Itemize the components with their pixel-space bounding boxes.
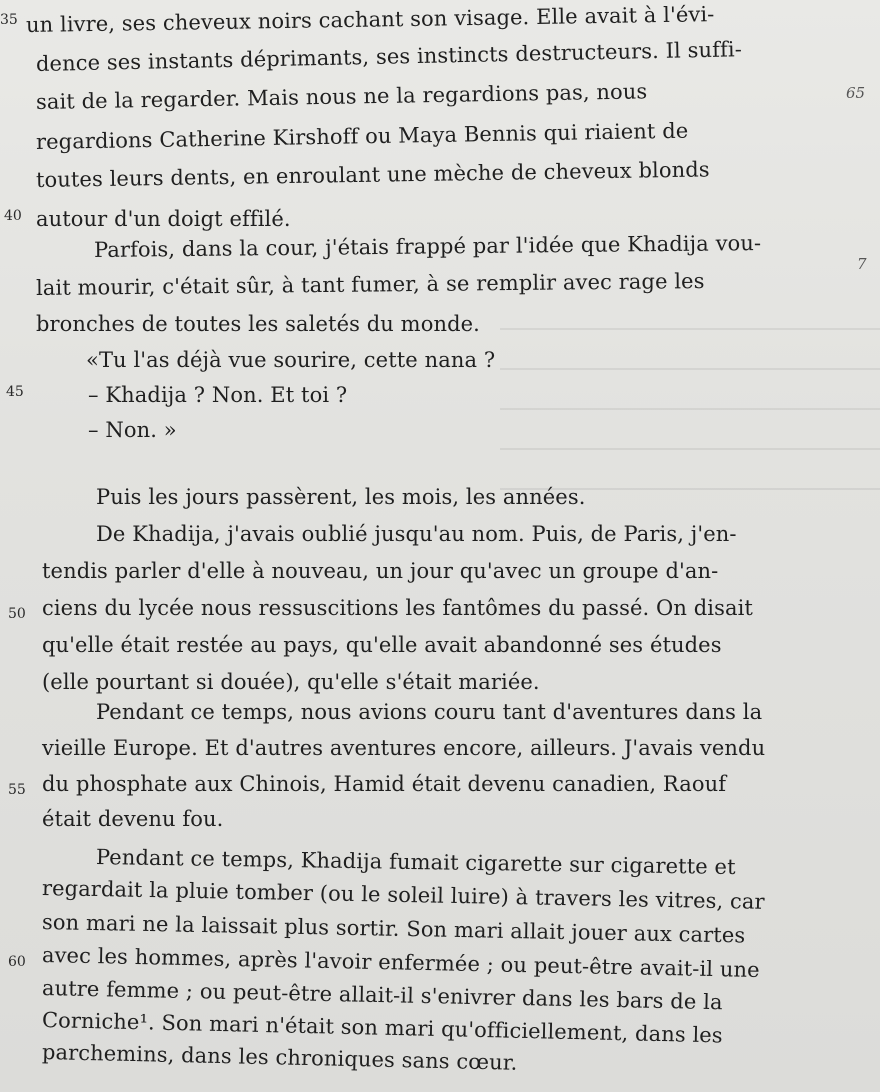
text-line-29: parchemins, dans les chroniques sans cœur.	[41, 1040, 518, 1075]
text-line-17: qu'elle était restée au pays, qu'elle avait abandonné ses études	[42, 633, 722, 657]
text-line-5: toutes leurs dents, en enroulant une mèche de cheveux blonds	[35, 157, 710, 192]
text-line-15: tendis parler d'elle à nouveau, un jour qu'avec un groupe d'an-	[42, 559, 719, 583]
text-line-23: Pendant ce temps, Khadija fumait cigarette sur cigarette et	[95, 845, 736, 880]
text-line-4: regardions Catherine Kirshoff ou Maya Bennis qui riaient de	[35, 118, 689, 154]
line-number-45: 45	[6, 384, 24, 400]
text-line-7: Parfois, dans la cour, j'étais frappé par l'idée que Khadija vou-	[93, 231, 762, 262]
show-through-text	[500, 300, 880, 500]
text-line-10: «Tu l'as déjà vue sourire, cette nana ?	[86, 348, 496, 372]
text-line-13: Puis les jours passèrent, les mois, les années.	[96, 485, 586, 509]
text-line-20: vieille Europe. Et d'autres aventures encore, ailleurs. J'avais vendu	[42, 736, 766, 760]
text-line-27: autre femme ; ou peut-être allait-il s'enivrer dans les bars de la	[41, 976, 723, 1015]
text-line-26: avec les hommes, après l'avoir enfermée ; ou peut-être avait-il une	[41, 943, 760, 983]
text-line-19: Pendant ce temps, nous avions couru tant d'aventures dans la	[96, 700, 763, 724]
line-number-40: 40	[4, 208, 22, 224]
text-line-3: sait de la regarder. Mais nous ne la regardions pas, nous	[35, 79, 648, 114]
text-line-2: dence ses instants déprimants, ses instincts destructeurs. Il suffi-	[35, 37, 743, 76]
text-line-28: Corniche¹. Son mari n'était son mari qu'officiellement, dans les	[41, 1008, 724, 1048]
text-line-14: De Khadija, j'avais oublié jusqu'au nom. Puis, de Paris, j'en-	[96, 522, 737, 546]
line-number-50: 50	[8, 606, 26, 622]
text-line-12: – Non. »	[88, 418, 177, 442]
text-line-6: autour d'un doigt effilé.	[36, 207, 291, 231]
text-line-1: un livre, ses cheveux noirs cachant son visage. Elle avait à l'évi-	[25, 2, 715, 37]
line-number-35: 35	[0, 12, 18, 28]
text-line-18: (elle pourtant si douée), qu'elle s'était mariée.	[42, 670, 540, 694]
text-line-22: était devenu fou.	[42, 807, 224, 831]
margin-note-7: 7	[857, 255, 867, 273]
text-line-8: lait mourir, c'était sûr, à tant fumer, à se remplir avec rage les	[35, 268, 705, 300]
text-line-25: son mari ne la laissait plus sortir. Son mari allait jouer aux cartes	[41, 910, 746, 948]
line-number-55: 55	[8, 782, 26, 798]
text-line-9: bronches de toutes les saletés du monde.	[36, 312, 480, 336]
text-line-24: regardait la pluie tomber (ou le soleil luire) à travers les vitres, car	[41, 876, 765, 914]
text-line-21: du phosphate aux Chinois, Hamid était devenu canadien, Raouf	[42, 772, 727, 796]
margin-note-65: 65	[846, 84, 866, 102]
text-line-16: ciens du lycée nous ressuscitions les fantômes du passé. On disait	[42, 596, 753, 620]
text-line-11: – Khadija ? Non. Et toi ?	[88, 383, 348, 407]
line-number-60: 60	[8, 954, 26, 970]
